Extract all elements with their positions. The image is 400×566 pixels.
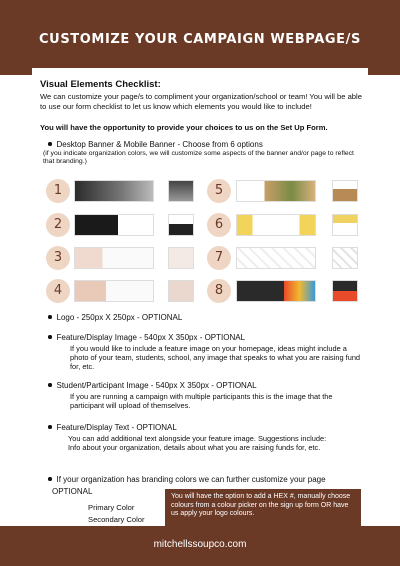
mobile-thumbnail <box>332 247 358 269</box>
bullet-icon <box>48 142 52 146</box>
mobile-thumbnail <box>332 180 358 202</box>
participant-image-body: If you are running a campaign with multiple participants this is the image that the participant will upload of themselves. <box>70 392 333 410</box>
bullet-icon <box>48 425 52 429</box>
banner-thumbnail <box>74 214 154 236</box>
mobile-thumbnail <box>168 247 194 269</box>
option-number[interactable]: 7 <box>207 246 231 270</box>
banner-thumbnail <box>74 180 154 202</box>
mobile-thumbnail <box>332 280 358 302</box>
banner-thumbnail <box>236 214 316 236</box>
banner-thumbnail <box>236 280 316 302</box>
option-number[interactable]: 8 <box>207 279 231 303</box>
option-number[interactable]: 2 <box>46 213 70 237</box>
feature-image-item <box>48 333 245 342</box>
mobile-thumbnail <box>168 180 194 202</box>
option-number[interactable]: 5 <box>207 179 231 203</box>
checklist-intro: We can customize your page/s to compliment your organization/school or team! You will be able to use our form checklist to let us know which elements you would like to include! <box>40 92 362 111</box>
logo-item <box>48 313 182 322</box>
set-up-form-note: You will have the opportunity to provide your choices to us on the Set Up Form. <box>40 123 328 132</box>
branding-optional: OPTIONAL <box>52 487 93 496</box>
mobile-thumbnail <box>168 280 194 302</box>
bullet-icon <box>48 477 52 481</box>
bullet-icon <box>48 315 52 319</box>
feature-image-title: Feature/Display Image - 540px X 350px - OPTIONAL <box>56 333 246 342</box>
banner-options-grid <box>46 176 366 306</box>
option-number[interactable]: 4 <box>46 279 70 303</box>
branding-item <box>48 475 368 484</box>
option-number[interactable]: 6 <box>207 213 231 237</box>
banner-thumbnail <box>236 247 316 269</box>
mobile-thumbnail <box>168 214 194 236</box>
bullet-icon <box>48 335 52 339</box>
footer-url-link[interactable]: mitchellssoupco.com <box>153 539 247 550</box>
secondary-color-label[interactable]: Secondary Color <box>88 515 145 524</box>
banner-thumbnail <box>74 247 154 269</box>
feature-text-body: You can add additional text alongside your feature image. Suggestions include: Info about your organization, details about what you are raising funds for, etc. <box>68 434 327 452</box>
feature-text-item <box>48 423 177 432</box>
branding-title: If your organization has branding colors we can further customize your page <box>56 475 326 484</box>
checklist-heading: Visual Elements Checklist: <box>40 79 161 90</box>
bullet-icon <box>48 383 52 387</box>
primary-color-label[interactable]: Primary Color <box>88 503 135 512</box>
feature-text-title: Feature/Display Text - OPTIONAL <box>56 423 177 432</box>
logo-item-title: Logo - 250px X 250px - OPTIONAL <box>56 313 183 322</box>
banner-thumbnail <box>74 280 154 302</box>
banner-thumbnail <box>236 180 316 202</box>
participant-image-title: Student/Participant Image - 540px X 350px - OPTIONAL <box>56 381 257 390</box>
page-title: CUSTOMIZE YOUR CAMPAIGN WEBPAGE/S <box>39 32 361 47</box>
banner-bullet <box>48 140 263 150</box>
participant-image-item <box>48 381 257 390</box>
option-number[interactable]: 3 <box>46 246 70 270</box>
mobile-thumbnail <box>332 214 358 236</box>
banner-note: (if you indicate organization colors, we will customize some aspects of the banner and/or page to reflect that branding.) <box>43 150 354 166</box>
banner-label: Desktop Banner & Mobile Banner - Choose from 6 options <box>56 140 263 149</box>
color-options-box: You will have the option to add a HEX #, manually choose colours from a colour picker on the sign up form OR have us apply your logo colours. <box>165 489 361 529</box>
feature-image-body: If you would like to include a feature image on your homepage, ideas might include a photo of your team, students, school, any image that speaks to what you are raising fund for, etc. <box>70 344 361 371</box>
option-number[interactable]: 1 <box>46 179 70 203</box>
